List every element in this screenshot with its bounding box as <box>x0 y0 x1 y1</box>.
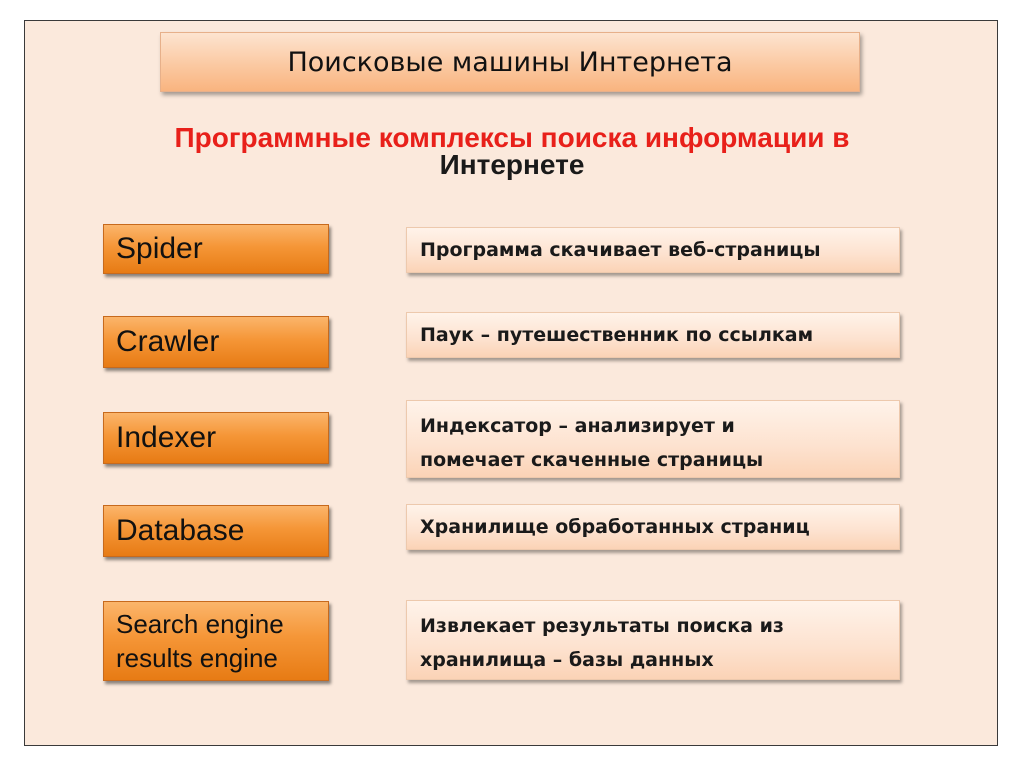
desc-text: Паук – путешественник по ссылкам <box>420 324 814 346</box>
desc-text-line-1: Извлекает результаты поиска из <box>420 615 784 637</box>
term-label: Database <box>116 514 245 547</box>
term-database <box>103 505 329 557</box>
desc-text-line-2: хранилища – базы данных <box>420 649 714 671</box>
term-crawler <box>103 316 329 368</box>
subtitle-line-2: Интернете <box>439 149 585 180</box>
desc-database <box>406 504 900 550</box>
slide-title <box>160 32 860 92</box>
desc-search-engine <box>406 600 900 680</box>
desc-text: Хранилище обработанных страниц <box>420 516 810 538</box>
slide-subtitle <box>90 124 934 178</box>
desc-text-line-1: Индексатор – анализирует и <box>420 415 735 437</box>
term-label: Crawler <box>116 325 220 358</box>
term-label: Spider <box>116 232 203 265</box>
subtitle-line-1: Программные комплексы поиска информации в <box>174 122 850 153</box>
term-label: Indexer <box>116 421 217 454</box>
term-indexer <box>103 412 329 464</box>
term-label-line-1: Search engine <box>116 609 284 639</box>
desc-crawler <box>406 312 900 358</box>
slide-title-text: Поисковые машины Интернета <box>287 46 733 78</box>
term-search-engine <box>103 601 329 681</box>
desc-indexer <box>406 400 900 478</box>
term-label-line-2: results engine <box>116 643 278 673</box>
desc-spider <box>406 227 900 273</box>
desc-text: Программа скачивает веб-страницы <box>420 239 821 261</box>
term-spider <box>103 224 329 274</box>
desc-text-line-2: помечает скаченные страницы <box>420 449 764 471</box>
